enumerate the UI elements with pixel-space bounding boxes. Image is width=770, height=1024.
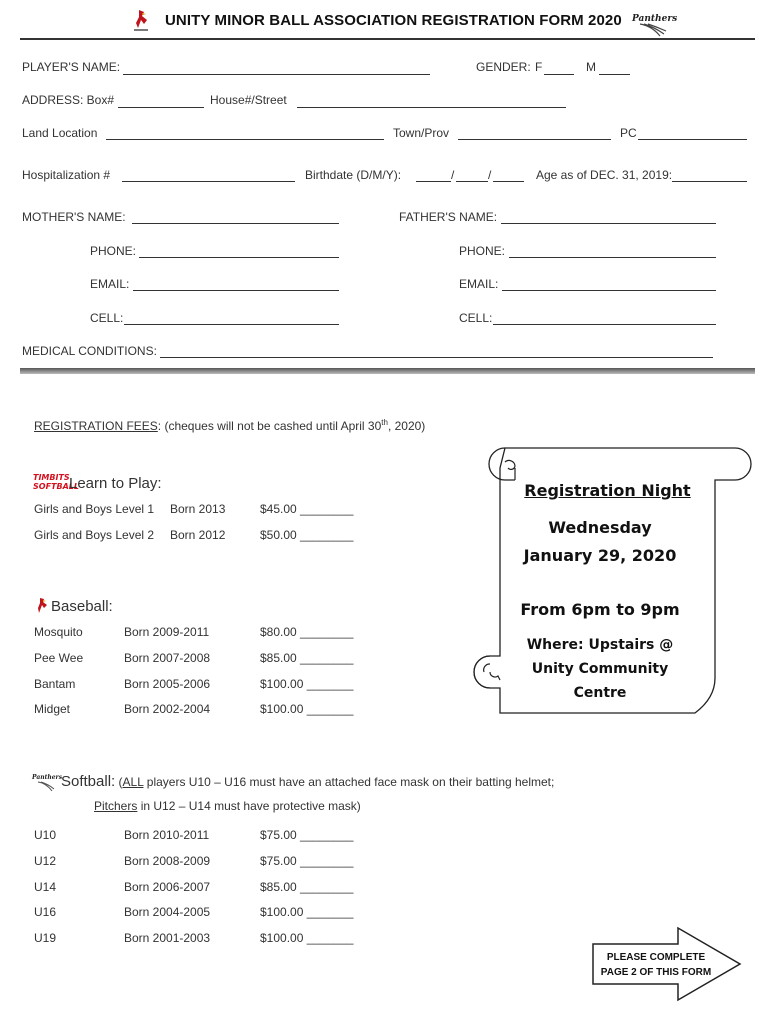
player-name-field[interactable] [123, 74, 430, 75]
box-field[interactable] [118, 107, 204, 108]
postal-code-label: PC [620, 126, 637, 140]
land-location-label: Land Location [22, 126, 98, 140]
age-label: Age as of DEC. 31, 2019: [536, 168, 673, 182]
baseball-row-born: Born 2007-2008 [124, 651, 211, 665]
registration-night-where-2: Unity Community [531, 661, 669, 677]
learn-row-fee[interactable]: $50.00 ________ [260, 528, 354, 542]
fees-note-end: , 2020) [387, 419, 426, 433]
softball-row-fee[interactable]: $75.00 ________ [260, 854, 354, 868]
softball-row-born: Born 2001-2003 [124, 931, 211, 945]
house-street-label: House#/Street [210, 93, 287, 107]
softball-row-name: U19 [34, 931, 57, 945]
mother-cell-field[interactable] [124, 324, 339, 325]
softball-row-born: Born 2006-2007 [124, 880, 211, 894]
softball-row-born: Born 2008-2009 [124, 854, 211, 868]
father-cell-label: CELL: [459, 311, 493, 325]
age-field[interactable] [672, 181, 747, 182]
player-name-label: PLAYER'S NAME: [22, 60, 121, 74]
birth-month-field[interactable] [456, 181, 488, 182]
learn-row-born: Born 2013 [170, 502, 226, 516]
baseball-heading: Baseball: [51, 598, 113, 615]
learn-to-play-heading: Learn to Play: [69, 475, 162, 492]
registration-night-time: From 6pm to 9pm [520, 600, 680, 619]
softball-row-fee[interactable]: $75.00 ________ [260, 828, 354, 842]
father-name-label: FATHER'S NAME: [399, 210, 498, 224]
land-location-field[interactable] [106, 139, 384, 140]
softball-row-name: U12 [34, 854, 57, 868]
softball-heading: Softball: [61, 773, 116, 790]
birth-separator-2: / [488, 168, 492, 182]
form-title: UNITY MINOR BALL ASSOCIATION REGISTRATION FORM 2020 [165, 12, 622, 29]
softball-row-name: U14 [34, 880, 57, 894]
softball-row-fee[interactable]: $85.00 ________ [260, 880, 354, 894]
mother-phone-field[interactable] [139, 257, 339, 258]
panthers-small-logo-text: Panthers [32, 774, 63, 781]
registration-night-date: January 29, 2020 [523, 546, 677, 565]
address-box-label: ADDRESS: Box# [22, 93, 115, 107]
softball-note-pitchers: Pitchers [94, 799, 138, 813]
baseball-row-name: Midget [34, 702, 71, 716]
fees-note-text: : (cheques will not be cashed until April 30 [157, 419, 382, 433]
mother-name-field[interactable] [132, 223, 339, 224]
mother-name-label: MOTHER'S NAME: [22, 210, 126, 224]
registration-night-where-1: Where: Upstairs @ [526, 637, 674, 653]
softball-note-all: ALL [122, 775, 144, 789]
baseball-row-born: Born 2002-2004 [124, 702, 211, 716]
gender-f-field[interactable] [544, 74, 574, 75]
baseball-row-name: Mosquito [34, 625, 83, 639]
birth-year-field[interactable] [493, 181, 524, 182]
registration-night-day: Wednesday [548, 518, 652, 537]
baseball-row-name: Pee Wee [34, 651, 84, 665]
registration-night-heading: Registration Night [524, 481, 691, 500]
father-name-field[interactable] [501, 223, 716, 224]
medical-conditions-label: MEDICAL CONDITIONS: [22, 344, 157, 358]
father-phone-field[interactable] [509, 257, 716, 258]
mother-email-label: EMAIL: [90, 277, 130, 291]
gender-f-label: F [535, 60, 543, 74]
cardinal-logo-icon [130, 8, 152, 34]
registration-fees-note [34, 418, 425, 433]
hospitalization-label: Hospitalization # [22, 168, 111, 182]
learn-row-born: Born 2012 [170, 528, 226, 542]
header-rule [20, 38, 755, 40]
baseball-row-fee[interactable]: $85.00 ________ [260, 651, 354, 665]
softball-heading-line [61, 773, 554, 791]
arrow-line-2: PAGE 2 OF THIS FORM [600, 967, 712, 978]
gender-m-label: M [586, 60, 596, 74]
arrow-line-1: PLEASE COMPLETE [606, 952, 706, 963]
baseball-row-born: Born 2005-2006 [124, 677, 211, 691]
registration-night-scroll [460, 428, 760, 728]
panthers-logo-text: Panthers [632, 14, 678, 24]
cardinal-bird-icon [34, 596, 50, 618]
softball-row-born: Born 2004-2005 [124, 905, 211, 919]
baseball-row-fee[interactable]: $100.00 _______ [260, 702, 354, 716]
baseball-row-born: Born 2009-2011 [124, 625, 210, 639]
softball-note-line2 [94, 799, 361, 813]
baseball-row-name: Bantam [34, 677, 76, 691]
softball-row-born: Born 2010-2011 [124, 828, 210, 842]
birthdate-label: Birthdate (D/M/Y): [305, 168, 402, 182]
birth-separator-1: / [451, 168, 455, 182]
town-prov-field[interactable] [458, 139, 611, 140]
father-cell-field[interactable] [493, 324, 716, 325]
baseball-row-fee[interactable]: $100.00 _______ [260, 677, 354, 691]
softball-row-fee[interactable]: $100.00 _______ [260, 931, 354, 945]
mother-phone-label: PHONE: [90, 244, 137, 258]
fees-note-sup: th [381, 418, 388, 427]
medical-conditions-field[interactable] [160, 357, 713, 358]
gender-m-field[interactable] [599, 74, 630, 75]
softball-note2-rest: in U12 – U14 must have protective mask) [137, 799, 361, 813]
softball-row-fee[interactable]: $100.00 _______ [260, 905, 354, 919]
hospitalization-field[interactable] [122, 181, 295, 182]
learn-row-name: Girls and Boys Level 2 [34, 528, 155, 542]
panthers-logo [630, 10, 678, 38]
father-email-field[interactable] [502, 290, 716, 291]
learn-row-fee[interactable]: $45.00 ________ [260, 502, 354, 516]
softball-note-rest: players U10 – U16 must have an attached face mask on their batting helmet; [143, 775, 555, 789]
father-phone-label: PHONE: [459, 244, 506, 258]
mother-email-field[interactable] [133, 290, 339, 291]
postal-code-field[interactable] [638, 139, 747, 140]
timbits-softball-logo [33, 473, 79, 493]
next-page-arrow [590, 924, 745, 1006]
house-street-field[interactable] [297, 107, 566, 108]
gender-label: GENDER: [476, 60, 531, 74]
section-divider [20, 368, 755, 374]
registration-fees-heading: REGISTRATION FEES [34, 419, 158, 433]
town-prov-label: Town/Prov [393, 126, 450, 140]
timbits-logo-text: TIMBITS SOFTBALL [33, 473, 79, 491]
mother-cell-label: CELL: [90, 311, 124, 325]
registration-night-where-3: Centre [573, 685, 627, 701]
softball-row-name: U16 [34, 905, 57, 919]
father-email-label: EMAIL: [459, 277, 499, 291]
learn-row-name: Girls and Boys Level 1 [34, 502, 155, 516]
birth-day-field[interactable] [416, 181, 451, 182]
softball-note-open: ( [115, 775, 123, 789]
panthers-small-logo [32, 772, 63, 794]
baseball-row-fee[interactable]: $80.00 ________ [260, 625, 354, 639]
softball-row-name: U10 [34, 828, 57, 842]
